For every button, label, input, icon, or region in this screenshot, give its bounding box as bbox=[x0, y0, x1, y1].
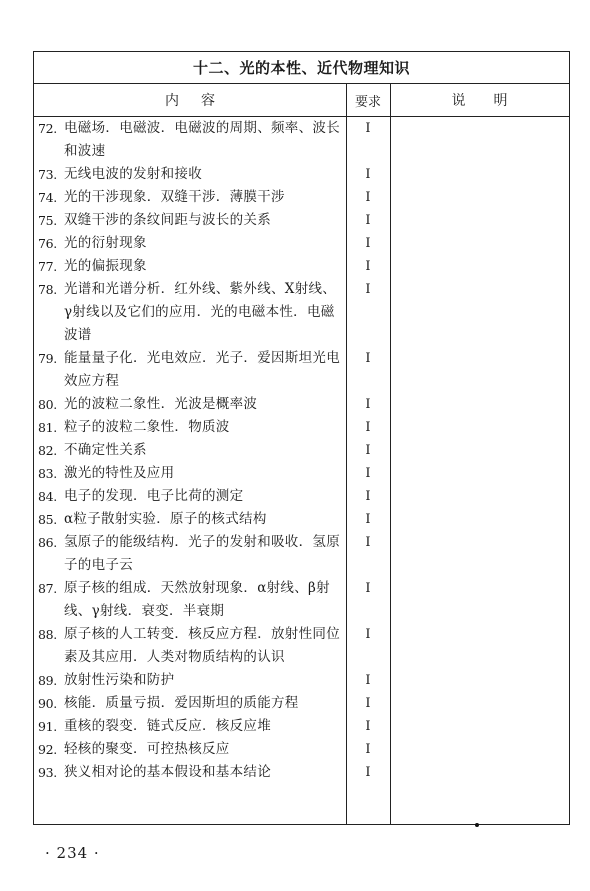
row-number: 88. bbox=[38, 627, 57, 642]
row-text: 轻核的聚变．可控热核反应 bbox=[64, 741, 230, 757]
row-requirement: I bbox=[365, 742, 371, 757]
row-number: 72. bbox=[38, 121, 57, 136]
row-text: 原子核的组成．天然放射现象．α射线、β射线、γ射线．衰变．半衰期 bbox=[64, 580, 330, 619]
row-text: 光的干涉现象．双缝干涉．薄膜干涉 bbox=[64, 189, 285, 205]
row-text: 能量量子化．光电效应．光子．爱因斯坦光电效应方程 bbox=[64, 350, 340, 389]
row-text: α粒子散射实验．原子的核式结构 bbox=[64, 511, 267, 527]
row-number: 90. bbox=[38, 696, 57, 711]
row-text: 光谱和光谱分析．红外线、紫外线、X射线、γ射线以及它们的应用．光的电磁本性．电磁波谱 bbox=[64, 281, 337, 343]
row-text: 电子的发现．电子比荷的测定 bbox=[64, 488, 244, 504]
row-requirement: I bbox=[365, 282, 371, 297]
row-number: 79. bbox=[38, 351, 57, 366]
row-requirement: I bbox=[365, 719, 371, 734]
row-number: 76. bbox=[38, 236, 57, 251]
row-requirement: I bbox=[365, 121, 371, 136]
row-text: 电磁场．电磁波．电磁波的周期、频率、波长和波速 bbox=[64, 120, 340, 159]
row-number: 87. bbox=[38, 581, 57, 596]
row-text: 光的偏振现象 bbox=[64, 258, 147, 274]
table-header-row bbox=[34, 84, 569, 117]
page-number: · 234 · bbox=[45, 844, 100, 862]
row-text: 狭义相对论的基本假设和基本结论 bbox=[64, 764, 271, 780]
row-requirement: I bbox=[365, 466, 371, 481]
row-number: 85. bbox=[38, 512, 57, 527]
row-requirement: I bbox=[365, 696, 371, 711]
row-number: 91. bbox=[38, 719, 57, 734]
row-requirement: I bbox=[365, 443, 371, 458]
row-requirement: I bbox=[365, 512, 371, 527]
row-requirement: I bbox=[365, 535, 371, 550]
row-requirement: I bbox=[365, 213, 371, 228]
row-number: 75. bbox=[38, 213, 57, 228]
ink-dot bbox=[475, 823, 479, 827]
row-text: 原子核的人工转变．核反应方程．放射性同位素及其应用．人类对物质结构的认识 bbox=[64, 626, 340, 665]
row-text: 核能．质量亏损．爱因斯坦的质能方程 bbox=[64, 695, 299, 711]
row-text: 双缝干涉的条纹间距与波长的关系 bbox=[64, 212, 271, 228]
row-number: 80. bbox=[38, 397, 57, 412]
header-requirement: 要求 bbox=[354, 94, 381, 110]
syllabus-table bbox=[33, 51, 570, 825]
row-number: 93. bbox=[38, 765, 57, 780]
row-requirement: I bbox=[365, 420, 371, 435]
row-text: 氢原子的能级结构．光子的发射和吸收．氢原子的电子云 bbox=[64, 534, 340, 573]
row-number: 77. bbox=[38, 259, 57, 274]
header-note: 说明 bbox=[451, 93, 536, 109]
row-text: 放射性污染和防护 bbox=[64, 672, 175, 688]
header-content: 内容 bbox=[165, 93, 237, 109]
row-text: 光的波粒二象性．光波是概率波 bbox=[64, 396, 258, 412]
row-requirement: I bbox=[365, 236, 371, 251]
row-number: 86. bbox=[38, 535, 57, 550]
row-requirement: I bbox=[365, 190, 371, 205]
row-text: 无线电波的发射和接收 bbox=[64, 166, 202, 182]
row-requirement: I bbox=[365, 259, 371, 274]
row-number: 82. bbox=[38, 443, 57, 458]
row-requirement: I bbox=[365, 627, 371, 642]
row-requirement: I bbox=[365, 765, 371, 780]
row-number: 89. bbox=[38, 673, 57, 688]
row-number: 73. bbox=[38, 167, 57, 182]
row-number: 84. bbox=[38, 489, 57, 504]
table-title: 十二、光的本性、近代物理知识 bbox=[34, 52, 569, 84]
row-text: 粒子的波粒二象性．物质波 bbox=[64, 419, 230, 435]
row-text: 重核的裂变．链式反应．核反应堆 bbox=[64, 718, 271, 734]
row-requirement: I bbox=[365, 351, 371, 366]
row-text: 不确定性关系 bbox=[64, 442, 147, 458]
row-number: 83. bbox=[38, 466, 57, 481]
row-requirement: I bbox=[365, 581, 371, 596]
row-requirement: I bbox=[365, 673, 371, 688]
row-requirement: I bbox=[365, 167, 371, 182]
row-number: 74. bbox=[38, 190, 57, 205]
row-text: 激光的特性及应用 bbox=[64, 465, 175, 481]
row-number: 78. bbox=[38, 282, 57, 297]
row-text: 光的衍射现象 bbox=[64, 235, 147, 251]
column-divider-requirement bbox=[390, 83, 391, 824]
row-requirement: I bbox=[365, 397, 371, 412]
row-number: 92. bbox=[38, 742, 57, 757]
row-number: 81. bbox=[38, 420, 57, 435]
row-requirement: I bbox=[365, 489, 371, 504]
